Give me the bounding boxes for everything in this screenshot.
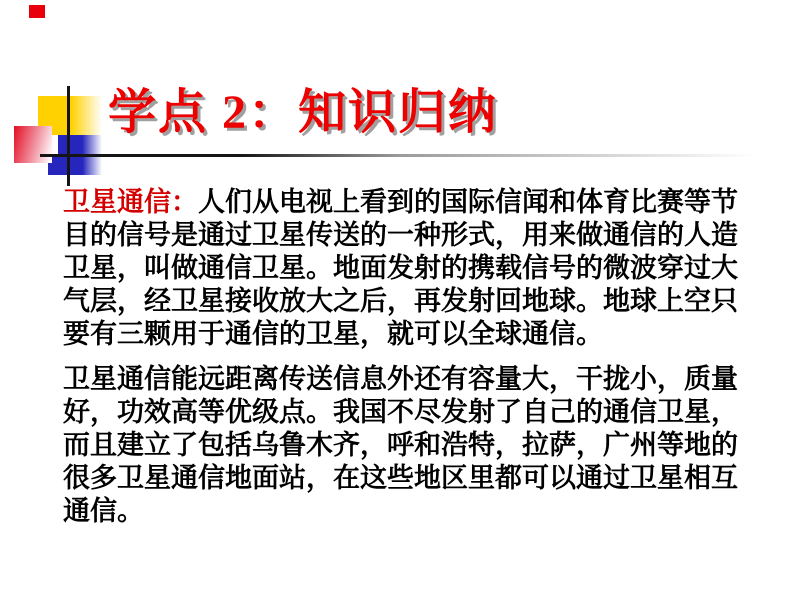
body-line: 卫星通信能远距离传送信息外还有容量大，干拢小，质量 <box>63 364 738 394</box>
horizontal-rule-line <box>40 154 756 157</box>
body-line: 气层，经卫星接收放大之后，再发射回地球。地球上空只 <box>63 286 738 316</box>
body-line: 目的信号是通过卫星传送的一种形式，用来做通信的人造 <box>63 220 738 250</box>
body-line: 要有三颗用于通信的卫星，就可以全球通信。 <box>63 319 603 349</box>
body-line: 通信。 <box>63 496 144 526</box>
corner-accent-square <box>29 5 45 18</box>
body-line <box>63 186 753 219</box>
paragraph-satellite-definition <box>63 186 753 351</box>
pink-square-decoration <box>14 126 52 163</box>
slide-body <box>63 186 753 528</box>
body-line: 很多卫星通信地面站，在这些地区里都可以通过卫星相互 <box>63 463 738 493</box>
body-line: 卫星，叫做通信卫星。地面发射的携载信号的微波穿过大 <box>63 253 738 283</box>
body-line: 好，功效高等优级点。我国不尽发射了自己的通信卫星， <box>63 397 738 427</box>
vertical-crosshair-line <box>67 86 70 186</box>
body-line: 而且建立了包括乌鲁木齐，呼和浩特，拉萨，广州等地的 <box>63 430 738 460</box>
body-line-text: 人们从电视上看到的国际信闻和体育比赛等节 <box>198 187 738 217</box>
slide-title: 学点 2：知识归纳 <box>108 86 499 139</box>
paragraph-lead-red: 卫星通信： <box>63 187 198 217</box>
paragraph-satellite-advantages <box>63 363 753 528</box>
